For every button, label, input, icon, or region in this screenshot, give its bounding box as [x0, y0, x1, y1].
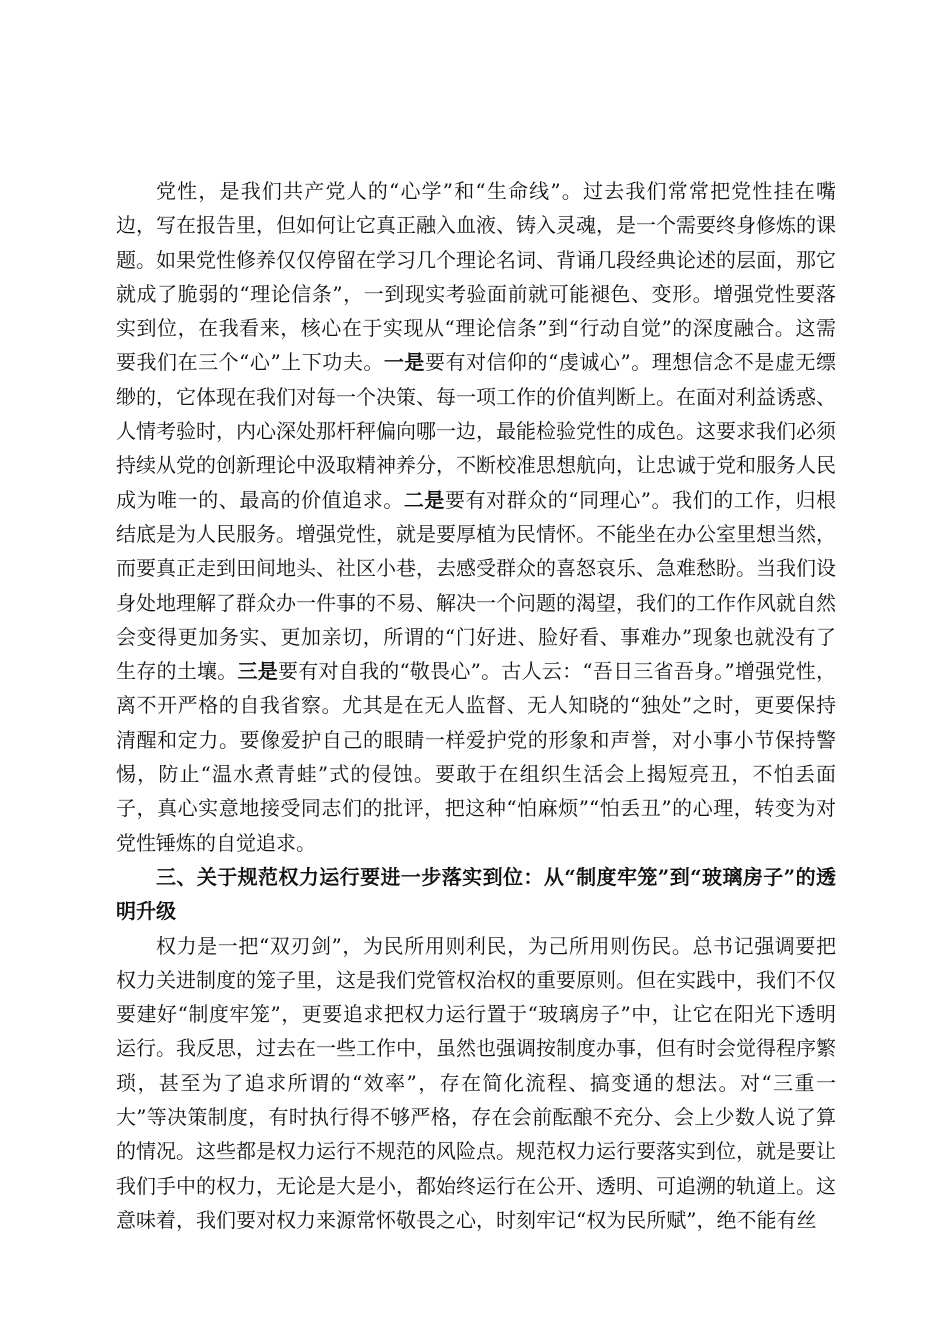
bold-marker-first: 一是	[383, 350, 425, 375]
document-body	[116, 174, 836, 1237]
bold-marker-second: 二是	[403, 487, 445, 512]
paragraph-text: 要有对自我的“敬畏心”。古人云：“吾日三省吾身。”增强党性，离不开严格的自我省察。尤其是在无人监督、无人知晓的“独处”之时，更要保持清醒和定力。要像爱护自己的眼睛一样爱护党的形象和声誉，对小事小节保持警惕，防止“温水煮青蛙”式的侵蚀。要敢于在组织生活会上揭短亮丑，不怕丢面子，真心实意地接受同志们的批评，把这种“怕麻烦”“怕丢丑”的心理，转变为对党性锤炼的自觉追求。	[116, 659, 837, 855]
paragraph-power-regulation: 权力是一把“双刃剑”，为民所用则利民，为己所用则伤民。总书记强调要把权力关进制度的笼子里，这是我们党管权治权的重要原则。但在实践中，我们不仅要建好“制度牢笼”，更要追求把权力运行置于“玻璃房子”中，让它在阳光下透明运行。我反思，过去在一些工作中，虽然也强调按制度办事，但有时会觉得程序繁琐，甚至为了追求所谓的“效率”，存在简化流程、搞变通的想法。对“三重一大”等决策制度，有时执行得不够严格，存在会前酝酿不充分、会上少数人说了算的情况。这些都是权力运行不规范的风险点。规范权力运行要落实到位，就是要让我们手中的权力，无论是大是小，都始终运行在公开、透明、可追溯的轨道上。这意味着，我们要对权力来源常怀敬畏之心，时刻牢记“权为民所赋”，绝不能有丝	[116, 933, 836, 1232]
paragraph-text: 要有对信仰的“虔诚心”。理想信念不是虚无缥缈的，它体现在我们对每一个决策、每一项工作的价值判断上。在面对利益诱惑、人情考验时，内心深处那杆秤偏向哪一边，最能检验党性的成色。这要求我们必须持续从党的创新理论中汲取精神养分，不断校准思想航向，让忠诚于党和服务人民成为唯一的、最高的价值追求。	[116, 350, 836, 512]
bold-marker-third: 三是	[237, 659, 278, 684]
paragraph-text: 党性，是我们共产党人的“心学”和“生命线”。过去我们常常把党性挂在嘴边，写在报告里，但如何让它真正融入血液、铸入灵魂，是一个需要终身修炼的课题。如果党性修养仅仅停留在学习几个理论名词、背诵几段经典论述的层面，那它就成了脆弱的“理论信条”，一到现实考验面前就可能褪色、变形。增强党性要落实到位，在我看来，核心在于实现从“理论信条”到“行动自觉”的深度融合。这需要我们在三个“心”上下功夫。	[116, 179, 836, 375]
paragraph-party-spirit	[116, 174, 836, 860]
section-heading-3: 三、关于规范权力运行要进一步落实到位：从“制度牢笼”到“玻璃房子”的透明升级	[116, 864, 836, 924]
paragraph-text: 要有对群众的“同理心”。我们的工作，归根结底是为人民服务。增强党性，就是要厚植为民情怀。不能坐在办公室里想当然，而要真正走到田间地头、社区小巷，去感受群众的喜怒哀乐、急难愁盼。当我们设身处地理解了群众办一件事的不易、解决一个问题的渴望，我们的工作作风就自然会变得更加务实、更加亲切，所谓的“门好进、脸好看、事难办”现象也就没有了生存的土壤。	[116, 487, 837, 684]
